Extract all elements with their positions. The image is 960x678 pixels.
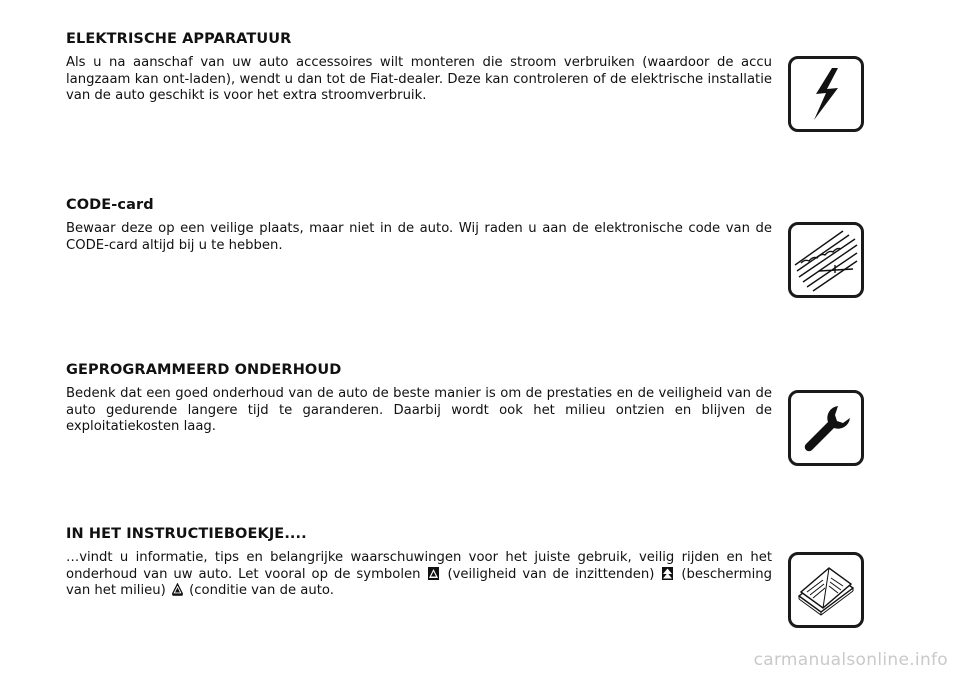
watermark: carmanualsonline.info <box>753 650 948 670</box>
section-instruction-booklet <box>66 525 772 600</box>
section-heading: IN HET INSTRUCTIEBOEKJE.... <box>66 526 307 542</box>
section-heading: GEPROGRAMMEERD ONDERHOUD <box>66 362 342 378</box>
section-heading: ELEKTRISCHE APPARATUUR <box>66 31 292 47</box>
section-body: Als u na aanschaf van uw auto accessoires wilt monteren die stroom verbruiken (waardoor de accu langzaam kan ont-laden), wendt u dan tot de Fiat-dealer. Deze kan controleren of de elektrische installatie van de auto geschikt is voor het extra stroomverbruik. <box>66 55 772 103</box>
open-book-icon <box>788 552 864 628</box>
notebook-pen-icon <box>788 222 864 298</box>
section-body <box>66 550 772 600</box>
section-heading: CODE-card <box>66 197 154 213</box>
wrench-icon <box>788 390 864 466</box>
body-text: (veiligheid van de inzittenden) <box>447 566 655 582</box>
body-text: (conditie van de auto. <box>189 583 334 598</box>
lightning-bolt-icon <box>788 56 864 132</box>
section-body: Bewaar deze op een veilige plaats, maar niet in de auto. Wij raden u aan de elektronische code van de CODE-card altijd bij u te hebben. <box>66 221 772 253</box>
vehicle-condition-icon <box>172 583 183 596</box>
occupant-safety-icon <box>428 567 439 580</box>
section-electrical-equipment <box>66 30 772 105</box>
section-scheduled-maintenance <box>66 361 772 436</box>
section-body: Bedenk dat een goed onderhoud van de auto de beste manier is om de prestaties en de veiligheid van de auto gedurende langere tijd te garanderen. Daarbij wordt ook het milieu ontzien en blijven de exploitatiekosten laag. <box>66 386 772 434</box>
body-text: (bescherming van het milieu) <box>66 566 772 598</box>
body-text: …vindt u informatie, tips en belangrijke waarschuwingen voor het juiste gebruik, veilig rijden en het onderhoud van uw auto. Let vooral op de symbolen <box>66 550 772 582</box>
environment-protection-icon <box>662 567 673 580</box>
section-code-card <box>66 196 772 254</box>
